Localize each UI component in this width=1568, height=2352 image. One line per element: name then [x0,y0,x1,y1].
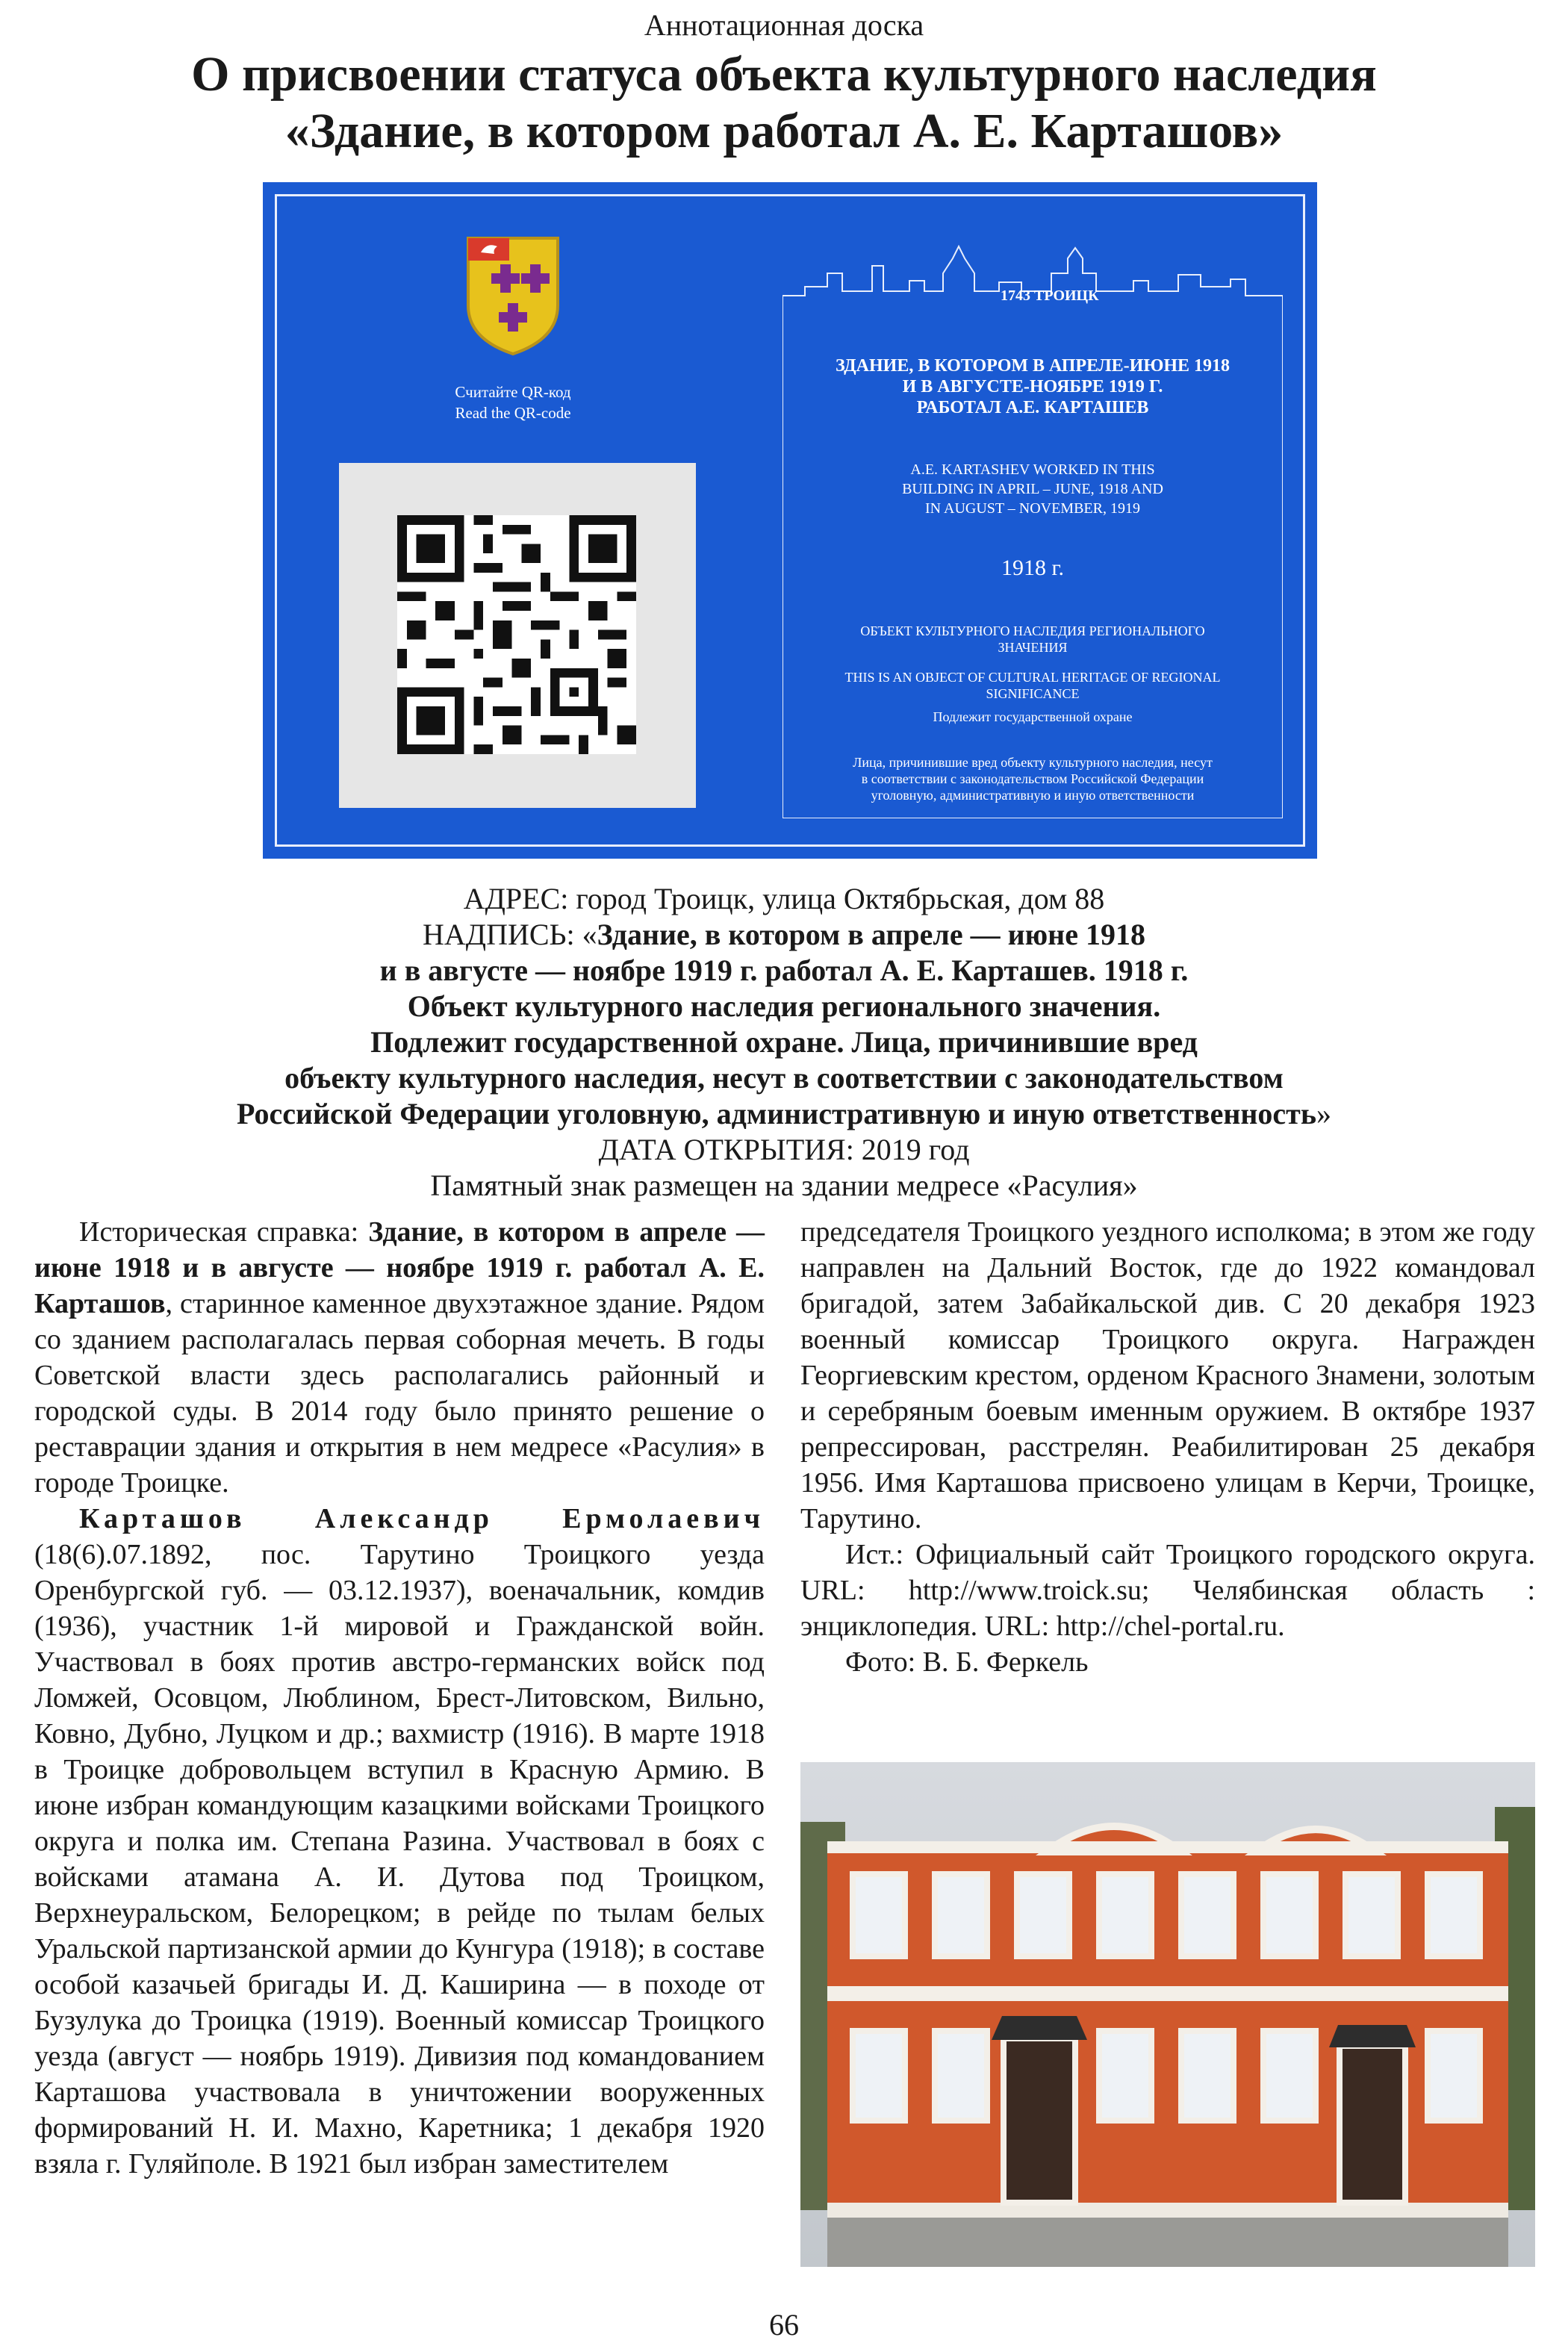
article-left-column [34,1214,765,2182]
title-line-2: «Здание, в котором работал А. Е. Карташов» [284,104,1284,158]
page-title [45,46,1523,160]
historical-note: Историческая справка: Здание, в котором в апреле — июне 1918 и в августе — ноябре 1919 г. работал А. Е. Карташов, старинное каменное двухэтажное здание. Рядом со зданием располагалась первая соборная мечеть. В годы Советской власти здесь располагались районный и городской суды. В 2014 году было принято решение о реставрации здания и открытия в нем медресе «Расулия» в городе Троицке. [34,1216,765,1499]
plaque-status-en: THIS IS AN OBJECT OF CULTURAL HERITAGE OF REGIONAL SIGNIFICANCE [844,670,1221,701]
page-number: 66 [769,2308,799,2342]
caption-opening-date: ДАТА ОТКРЫТИЯ: 2019 год [598,1133,970,1166]
skyline-label: 1743 ТРОИЦК [1001,287,1099,304]
caption-address: АДРЕС: город Троицк, улица Октябрьская, дом 88 [463,882,1105,915]
qr-panel [339,463,696,808]
biography: Карташов Александр Ермолаевич (18(6).07.1892, пос. Тарутино Троицкого уезда Оренбургской губ. — 03.12.1937), военачальник, комдив (1936), участник 1-й мировой и Гражданской войн. Участвовал в боях против австро-германских войск под Ломжей, Осовцом, Люблином, Брест-Литовском, Вильно, Ковно, Дубно, Луцком и др.; вахмистр (1916). В марте 1918 в Троицке добровольцем вступил в Красную Армию. В июне избран командующим казацкими войсками Троицкого округа и полка им. Степана Разина. Участвовал в боях с войсками атамана А. И. Дутова под Троицком, Верхнеуральском, Белорецком; в рейде по тылам белых Уральской партизанской армии до Кунгура (1918); в составе особой казачьей бригады И. Д. Каширина — в походе от Бузулука до Троицка (1919). Военный комиссар Троицкого уезда (август — ноябрь 1919). Дивизия под командованием Карташова участвовала в уничтожении вооруженных формирований Н. И. Махно, Каретника; 1 декабря 1920 взяла г. Гуляйполе. В 1921 был избран заместителем [34,1503,765,2180]
caption-inscription-line-4: Подлежит государственной охране. Лица, причинившие вред [370,1025,1198,1059]
caption-inscription-line-1: НАДПИСЬ: «Здание, в котором в апреле — июне 1918 [423,918,1145,951]
title-line-1: О присвоении статуса объекта культурного наследия [191,47,1377,102]
plaque-heading-en: A.E. KARTASHEV WORKED IN THIS BUILDING IN APRIL – JUNE, 1918 AND IN AUGUST – NOVEMBER, 1919 [902,461,1163,517]
caption-inscription-line-5: объекту культурного наследия, несут в соответствии с законодательством [284,1061,1284,1095]
plaque-liability: Лица, причинившие вред объекту культурного наследия, несут в соответствии с законодательством Российской Федерации уголовную, административную и иную ответственности [853,755,1213,803]
coat-of-arms-icon [464,234,561,358]
plaque-status-ru: ОБЪЕКТ КУЛЬТУРНОГО НАСЛЕДИЯ РЕГИОНАЛЬНОГО ЗНАЧЕНИЯ [860,623,1205,655]
sources: Ист.: Официальный сайт Троицкого городского округа. URL: http://www.troick.su; Челябинская область : энциклопедия. URL: http://chel-portal.ru. [800,1539,1535,1642]
caption-inscription-line-6: Российской Федерации уголовную, административную и иную ответственность» [237,1097,1331,1130]
building-photo [800,1762,1535,2267]
plaque-year: 1918 г. [1001,556,1064,580]
biography-continued: председателя Троицкого уездного исполкома; в этом же году направлен на Дальний Восток, где до 1922 командовал бригадой, затем Забайкальской див. С 20 декабря 1923 военный комиссар Троицкого округа. Награжден Георгиевским крестом, орденом Красного Знамени, золотым и серебряным боевым именным оружием. В октябре 1937 репрессирован, расстрелян. Реабилитирован 25 декабря 1956. Имя Карташова присвоено улицам в Керчи, Троицке, Тарутино. [800,1216,1535,1534]
kicker-label: Аннотационная доска [644,8,924,42]
plaque-protection: Подлежит государственной охране [933,709,1133,724]
photo-credit: Фото: В. Б. Феркель [845,1646,1089,1678]
plaque-photo [263,182,1317,859]
article-right-column [800,1214,1535,1680]
plaque-heading-ru: ЗДАНИЕ, В КОТОРОМ В АПРЕЛЕ-ИЮНЕ 1918 И В АВГУСТЕ-НОЯБРЕ 1919 Г. РАБОТАЛ А.Е. КАРТАШЕВ [835,356,1231,417]
qr-caption-ru: Считайте QR-код [455,383,571,401]
inscription-frame [783,243,1283,818]
caption-placement: Памятный знак размещен на здании медресе «Расулия» [430,1169,1138,1202]
qr-caption-en: Read the QR-code [455,404,571,422]
qr-code-icon [397,515,636,754]
caption-inscription-line-3: Объект культурного наследия регионального значения. [407,989,1161,1023]
caption-inscription-line-2: и в августе — ноябре 1919 г. работал А. Е. Карташев. 1918 г. [379,953,1189,987]
